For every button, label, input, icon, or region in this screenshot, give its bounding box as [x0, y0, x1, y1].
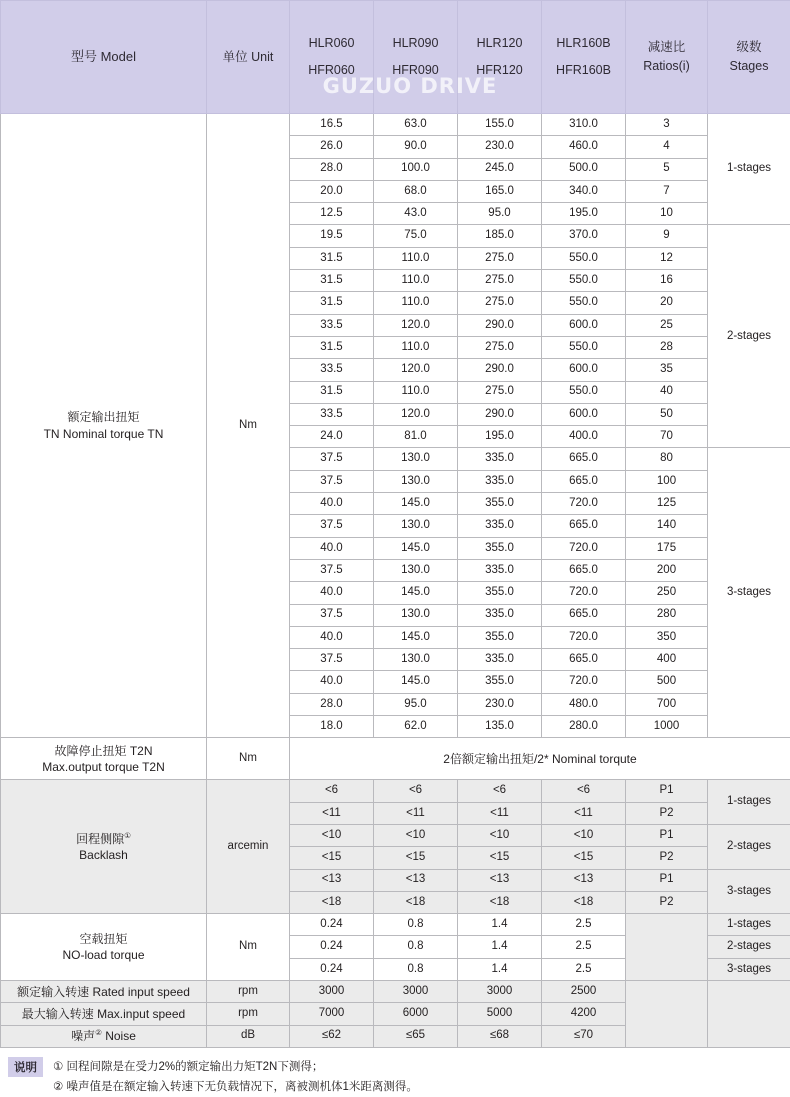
- cell-value: 355.0: [458, 671, 542, 693]
- cell-value: 1.4: [458, 914, 542, 936]
- cell-value: 145.0: [374, 537, 458, 559]
- cell-value: 0.24: [290, 958, 374, 980]
- cell-ratio: 12: [626, 247, 708, 269]
- cell-value: 4200: [542, 1003, 626, 1025]
- cell-value: 355.0: [458, 582, 542, 604]
- cell-value: 81.0: [374, 426, 458, 448]
- cell-value: 33.5: [290, 314, 374, 336]
- header-col-hlr060: [290, 1, 374, 114]
- cell-value: 5000: [458, 1003, 542, 1025]
- cell-value: 31.5: [290, 292, 374, 314]
- cell-value: 31.5: [290, 381, 374, 403]
- cell-value: 550.0: [542, 247, 626, 269]
- cell-value: 40.0: [290, 582, 374, 604]
- cell-value: 3000: [374, 980, 458, 1002]
- cell-ratio: 280: [626, 604, 708, 626]
- cell-value: 500.0: [542, 158, 626, 180]
- cell-stage-group: 3-stages: [708, 958, 790, 980]
- cell-value: 95.0: [458, 203, 542, 225]
- cell-value: 63.0: [374, 114, 458, 136]
- cell-value: 340.0: [542, 180, 626, 202]
- cell-value: 290.0: [458, 359, 542, 381]
- cell-value: <15: [542, 847, 626, 869]
- cell-value: 335.0: [458, 448, 542, 470]
- cell-value: 550.0: [542, 381, 626, 403]
- cell-value: 720.0: [542, 582, 626, 604]
- cell-value: 0.8: [374, 936, 458, 958]
- cell-ratio: 5: [626, 158, 708, 180]
- cell-value: <13: [290, 869, 374, 891]
- cell-ratio: 350: [626, 626, 708, 648]
- header-ratios-line2: Ratios(i): [626, 58, 707, 75]
- cell-value: 310.0: [542, 114, 626, 136]
- cell-value: 33.5: [290, 403, 374, 425]
- cell-value: 110.0: [374, 270, 458, 292]
- header-stages: [708, 1, 790, 114]
- footnote-tag: 说明: [8, 1057, 43, 1077]
- cell-value: 24.0: [290, 426, 374, 448]
- cell-value: 0.24: [290, 936, 374, 958]
- cell-value: 3000: [290, 980, 374, 1002]
- cell-value: <10: [458, 824, 542, 846]
- cell-value: 145.0: [374, 493, 458, 515]
- cell-value: 720.0: [542, 626, 626, 648]
- cell-value: 665.0: [542, 604, 626, 626]
- cell-value: 7000: [290, 1003, 374, 1025]
- cell-value: <18: [374, 891, 458, 913]
- header-col-hlr160b: [542, 1, 626, 114]
- header-col-hlr120-line1: HLR120: [458, 35, 541, 52]
- cell-value: 130.0: [374, 448, 458, 470]
- footnote-list: [53, 1057, 418, 1097]
- table-row: [1, 914, 790, 936]
- cell-ratio: 400: [626, 649, 708, 671]
- header-col-hlr120: [458, 1, 542, 114]
- cell-value: 665.0: [542, 448, 626, 470]
- cell-value: 600.0: [542, 403, 626, 425]
- cell-value: 665.0: [542, 649, 626, 671]
- cell-value: 665.0: [542, 559, 626, 581]
- footnote-block: [0, 1057, 790, 1097]
- cell-value: <11: [458, 802, 542, 824]
- cell-value: 230.0: [458, 693, 542, 715]
- header-col-hlr090-line2: HFR090: [374, 62, 457, 79]
- cell-value: ≤65: [374, 1025, 458, 1047]
- cell-value: <18: [458, 891, 542, 913]
- cell-value: 355.0: [458, 493, 542, 515]
- cell-value: 145.0: [374, 626, 458, 648]
- cell-value: 335.0: [458, 470, 542, 492]
- row-unit-no-load-torque: Nm: [207, 914, 290, 981]
- cell-value: 31.5: [290, 247, 374, 269]
- cell-value: 135.0: [458, 716, 542, 738]
- cell-ratio: 35: [626, 359, 708, 381]
- cell-stage-group: 3-stages: [708, 448, 790, 738]
- cell-value: 40.0: [290, 671, 374, 693]
- cell-value: 370.0: [542, 225, 626, 247]
- cell-value: 720.0: [542, 493, 626, 515]
- cell-value: 335.0: [458, 604, 542, 626]
- cell-ratio: 16: [626, 270, 708, 292]
- row-unit-nominal-torque: Nm: [207, 114, 290, 738]
- header-stages-line2: Stages: [708, 58, 790, 75]
- cell-value: 280.0: [542, 716, 626, 738]
- cell-value: <13: [374, 869, 458, 891]
- cell-value: 335.0: [458, 515, 542, 537]
- cell-value: <11: [374, 802, 458, 824]
- cell-value: 195.0: [458, 426, 542, 448]
- cell-value: 335.0: [458, 559, 542, 581]
- cell-value: 120.0: [374, 403, 458, 425]
- cell-value: 290.0: [458, 403, 542, 425]
- cell-empty: [626, 914, 708, 981]
- cell-ratio: 20: [626, 292, 708, 314]
- cell-value: 16.5: [290, 114, 374, 136]
- cell-value: <15: [458, 847, 542, 869]
- cell-precision: P1: [626, 780, 708, 802]
- cell-value: 62.0: [374, 716, 458, 738]
- cell-value: 185.0: [458, 225, 542, 247]
- header-col-hlr060-line1: HLR060: [290, 35, 373, 52]
- cell-value: <10: [374, 824, 458, 846]
- cell-value: <18: [290, 891, 374, 913]
- cell-value: 1.4: [458, 958, 542, 980]
- cell-value: 37.5: [290, 649, 374, 671]
- backlash-footnote-marker: ①: [124, 831, 131, 840]
- cell-stage-group: 2-stages: [708, 824, 790, 869]
- cell-value: 2.5: [542, 958, 626, 980]
- cell-value: 2.5: [542, 936, 626, 958]
- table-row: [1, 780, 790, 802]
- row-label-max-output-torque: 故障停止扭矩 T2N Max.output torque T2N: [1, 738, 207, 780]
- cell-ratio: 500: [626, 671, 708, 693]
- cell-max-output-torque-value: 2倍额定输出扭矩/2* Nominal torqute: [290, 738, 790, 780]
- row-unit-max-output-torque: Nm: [207, 738, 290, 780]
- cell-value: 95.0: [374, 693, 458, 715]
- cell-value: 275.0: [458, 270, 542, 292]
- backlash-group: [1, 780, 790, 914]
- cell-value: 12.5: [290, 203, 374, 225]
- cell-ratio: 9: [626, 225, 708, 247]
- cell-value: 37.5: [290, 604, 374, 626]
- cell-value: <13: [542, 869, 626, 891]
- cell-value: 145.0: [374, 671, 458, 693]
- cell-value: 355.0: [458, 537, 542, 559]
- cell-ratio: 25: [626, 314, 708, 336]
- cell-value: 245.0: [458, 158, 542, 180]
- cell-value: 18.0: [290, 716, 374, 738]
- cell-value: 31.5: [290, 270, 374, 292]
- nominal-torque-group: [1, 114, 790, 738]
- max-output-torque-group: [1, 738, 790, 780]
- cell-ratio: 70: [626, 426, 708, 448]
- watermark-guzuo-drive: GUZUO DRIVE: [290, 74, 530, 98]
- header-col-hlr090: [374, 1, 458, 114]
- cell-value: <6: [458, 780, 542, 802]
- cell-empty: [626, 980, 708, 1047]
- cell-ratio: 10: [626, 203, 708, 225]
- cell-value: <10: [290, 824, 374, 846]
- cell-value: <18: [542, 891, 626, 913]
- cell-value: 6000: [374, 1003, 458, 1025]
- row-unit-noise: dB: [207, 1025, 290, 1047]
- cell-precision: P1: [626, 869, 708, 891]
- cell-value: 130.0: [374, 604, 458, 626]
- table-row: [1, 114, 790, 136]
- cell-value: 720.0: [542, 671, 626, 693]
- cell-value: 130.0: [374, 470, 458, 492]
- cell-value: 0.24: [290, 914, 374, 936]
- cell-value: 275.0: [458, 247, 542, 269]
- noise-footnote-marker: ②: [95, 1028, 102, 1037]
- cell-value: 720.0: [542, 537, 626, 559]
- cell-value: <6: [374, 780, 458, 802]
- table-row: [1, 738, 790, 780]
- cell-ratio: 50: [626, 403, 708, 425]
- cell-value: 37.5: [290, 470, 374, 492]
- cell-value: 33.5: [290, 359, 374, 381]
- cell-value: 0.8: [374, 958, 458, 980]
- cell-value: 275.0: [458, 292, 542, 314]
- cell-ratio: 28: [626, 336, 708, 358]
- cell-value: 90.0: [374, 136, 458, 158]
- cell-value: 110.0: [374, 336, 458, 358]
- cell-value: 275.0: [458, 381, 542, 403]
- cell-value: 43.0: [374, 203, 458, 225]
- cell-value: 100.0: [374, 158, 458, 180]
- cell-value: 155.0: [458, 114, 542, 136]
- header-col-hlr120-line2: HFR120: [458, 62, 541, 79]
- header-ratios-line1: 减速比: [626, 39, 707, 56]
- cell-value: 28.0: [290, 158, 374, 180]
- cell-stage-group: 3-stages: [708, 869, 790, 914]
- header-stages-line1: 级数: [708, 39, 790, 56]
- footnote-item: ② 噪声值是在额定输入转速下无负载情况下，离被测机体1米距离测得。: [53, 1077, 418, 1097]
- cell-stage-group: 1-stages: [708, 114, 790, 225]
- row-unit-backlash: arcemin: [207, 780, 290, 914]
- cell-value: 600.0: [542, 359, 626, 381]
- cell-value: 290.0: [458, 314, 542, 336]
- cell-ratio: 4: [626, 136, 708, 158]
- cell-value: 26.0: [290, 136, 374, 158]
- cell-value: <11: [290, 802, 374, 824]
- cell-stage-group: 1-stages: [708, 780, 790, 825]
- header-ratios: [626, 1, 708, 114]
- cell-value: 75.0: [374, 225, 458, 247]
- cell-stage-group: 1-stages: [708, 914, 790, 936]
- cell-ratio: 125: [626, 493, 708, 515]
- speed-noise-group: [1, 980, 790, 1047]
- cell-ratio: 3: [626, 114, 708, 136]
- row-label-nominal-torque: 额定输出扭矩 TN Nominal torque TN: [1, 114, 207, 738]
- cell-value: 1.4: [458, 936, 542, 958]
- cell-value: 460.0: [542, 136, 626, 158]
- cell-value: 355.0: [458, 626, 542, 648]
- cell-value: 2500: [542, 980, 626, 1002]
- cell-empty: [708, 980, 790, 1047]
- header-row: [1, 1, 790, 114]
- cell-value: 275.0: [458, 336, 542, 358]
- row-label-noise: 噪声② Noise: [1, 1025, 207, 1047]
- row-label-no-load-torque: 空载扭矩 NO-load torque: [1, 914, 207, 981]
- cell-value: 40.0: [290, 493, 374, 515]
- row-unit-max-input-speed: rpm: [207, 1003, 290, 1025]
- cell-value: 335.0: [458, 649, 542, 671]
- cell-value: 120.0: [374, 359, 458, 381]
- header-model: 型号 Model: [1, 1, 207, 114]
- cell-ratio: 250: [626, 582, 708, 604]
- cell-value: 145.0: [374, 582, 458, 604]
- header-col-hlr090-line1: HLR090: [374, 35, 457, 52]
- cell-value: 110.0: [374, 247, 458, 269]
- cell-value: 3000: [458, 980, 542, 1002]
- cell-value: <13: [458, 869, 542, 891]
- cell-value: <6: [542, 780, 626, 802]
- cell-value: 130.0: [374, 649, 458, 671]
- cell-ratio: 200: [626, 559, 708, 581]
- cell-value: 28.0: [290, 693, 374, 715]
- cell-value: 165.0: [458, 180, 542, 202]
- cell-value: 0.8: [374, 914, 458, 936]
- row-unit-rated-input-speed: rpm: [207, 980, 290, 1002]
- cell-ratio: 175: [626, 537, 708, 559]
- footnote-item: ① 回程间隙是在受力2%的额定输出力矩T2N下测得；: [53, 1057, 418, 1077]
- cell-value: 40.0: [290, 537, 374, 559]
- cell-value: 665.0: [542, 470, 626, 492]
- cell-value: <10: [542, 824, 626, 846]
- table-row: [1, 980, 790, 1002]
- cell-value: 110.0: [374, 292, 458, 314]
- cell-value: <11: [542, 802, 626, 824]
- cell-value: 400.0: [542, 426, 626, 448]
- cell-value: 550.0: [542, 270, 626, 292]
- cell-value: 195.0: [542, 203, 626, 225]
- cell-ratio: 140: [626, 515, 708, 537]
- cell-value: ≤68: [458, 1025, 542, 1047]
- cell-precision: P1: [626, 824, 708, 846]
- cell-value: 19.5: [290, 225, 374, 247]
- cell-value: 665.0: [542, 515, 626, 537]
- cell-value: 110.0: [374, 381, 458, 403]
- no-load-torque-group: [1, 914, 790, 981]
- cell-precision: P2: [626, 847, 708, 869]
- cell-value: 130.0: [374, 515, 458, 537]
- table-header-group: [1, 1, 790, 114]
- cell-value: 40.0: [290, 626, 374, 648]
- cell-value: ≤70: [542, 1025, 626, 1047]
- cell-value: 230.0: [458, 136, 542, 158]
- cell-value: 2.5: [542, 914, 626, 936]
- cell-value: 37.5: [290, 448, 374, 470]
- row-label-max-input-speed: 最大输入转速 Max.input speed: [1, 1003, 207, 1025]
- cell-value: 480.0: [542, 693, 626, 715]
- cell-value: 68.0: [374, 180, 458, 202]
- cell-value: 550.0: [542, 292, 626, 314]
- cell-value: <15: [290, 847, 374, 869]
- cell-value: 120.0: [374, 314, 458, 336]
- cell-precision: P2: [626, 802, 708, 824]
- header-col-hlr060-line2: HFR060: [290, 62, 373, 79]
- cell-value: 600.0: [542, 314, 626, 336]
- cell-stage-group: 2-stages: [708, 225, 790, 448]
- cell-value: <6: [290, 780, 374, 802]
- cell-value: 37.5: [290, 559, 374, 581]
- header-col-hlr160b-line1: HLR160B: [542, 35, 625, 52]
- cell-ratio: 100: [626, 470, 708, 492]
- cell-value: <15: [374, 847, 458, 869]
- cell-precision: P2: [626, 891, 708, 913]
- cell-value: ≤62: [290, 1025, 374, 1047]
- cell-value: 20.0: [290, 180, 374, 202]
- cell-value: 37.5: [290, 515, 374, 537]
- cell-value: 130.0: [374, 559, 458, 581]
- header-unit: 单位 Unit: [207, 1, 290, 114]
- cell-ratio: 1000: [626, 716, 708, 738]
- row-label-rated-input-speed: 额定输入转速 Rated input speed: [1, 980, 207, 1002]
- row-label-backlash: 回程侧隙① Backlash: [1, 780, 207, 914]
- cell-value: 550.0: [542, 336, 626, 358]
- header-col-hlr160b-line2: HFR160B: [542, 62, 625, 79]
- cell-value: 31.5: [290, 336, 374, 358]
- cell-ratio: 40: [626, 381, 708, 403]
- cell-ratio: 7: [626, 180, 708, 202]
- cell-ratio: 700: [626, 693, 708, 715]
- cell-stage-group: 2-stages: [708, 936, 790, 958]
- cell-ratio: 80: [626, 448, 708, 470]
